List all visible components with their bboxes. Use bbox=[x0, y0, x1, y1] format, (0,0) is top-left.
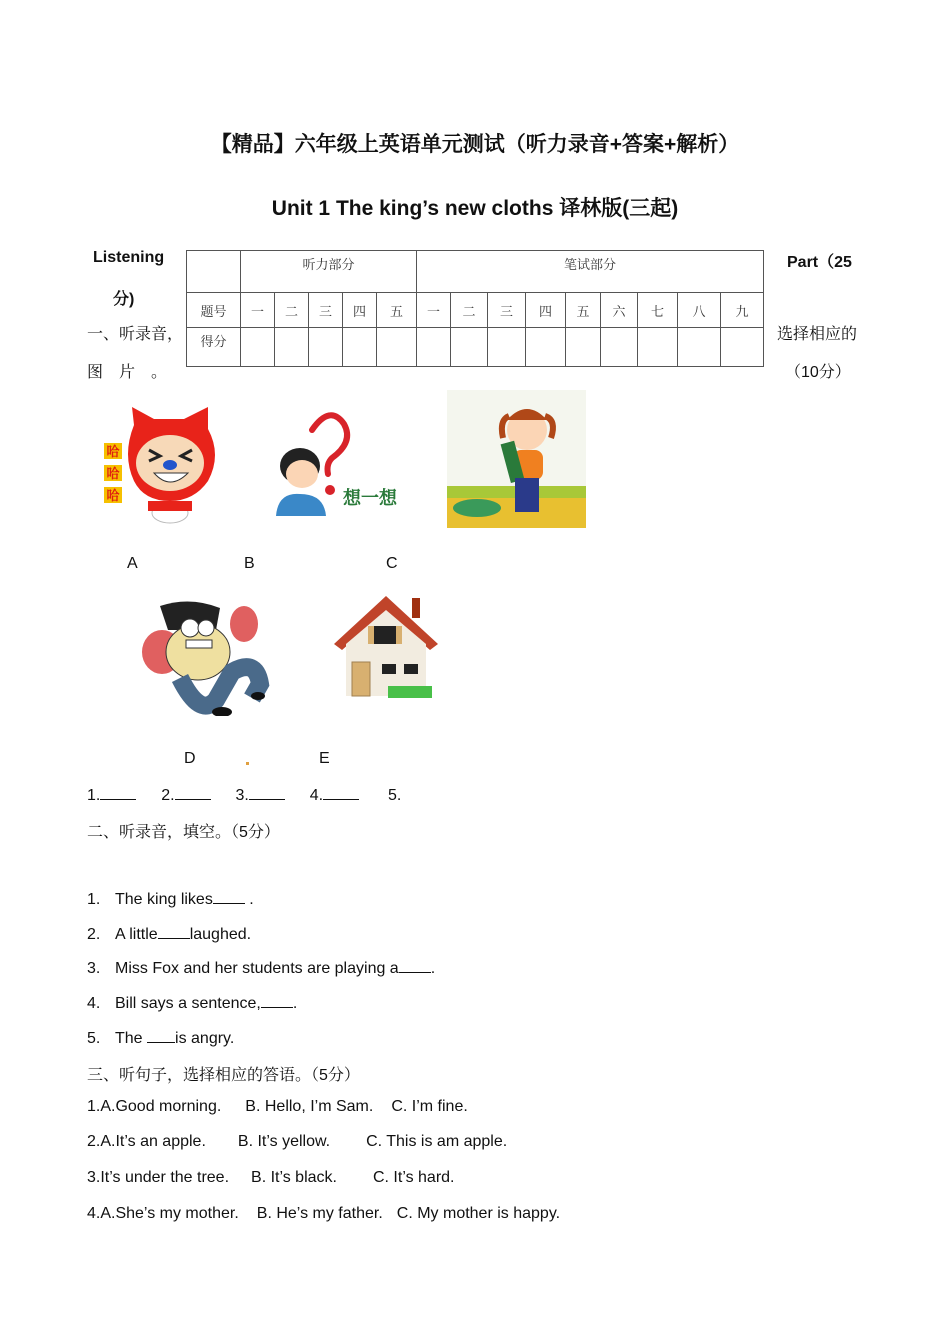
table-corner-cell bbox=[187, 251, 241, 293]
picture-label-a: A bbox=[127, 555, 138, 572]
score-cell[interactable] bbox=[488, 328, 526, 367]
house-icon bbox=[332, 592, 440, 700]
listening-col: 二 bbox=[275, 293, 309, 328]
answer-3-label: 3. bbox=[235, 787, 249, 804]
written-col: 三 bbox=[488, 293, 526, 328]
option-b[interactable]: B. It’s yellow. bbox=[237, 1133, 331, 1150]
svg-text:哈: 哈 bbox=[106, 444, 120, 459]
answer-1-label: 1. bbox=[87, 787, 101, 804]
score-cell[interactable] bbox=[343, 328, 377, 367]
written-col: 九 bbox=[721, 293, 764, 328]
picture-c-girl-with-clothes bbox=[447, 390, 586, 528]
answer-2-label: 2. bbox=[161, 787, 175, 804]
stray-dot bbox=[246, 762, 249, 765]
listening-col: 五 bbox=[377, 293, 417, 328]
score-cell[interactable] bbox=[601, 328, 638, 367]
picture-e-house bbox=[332, 592, 440, 700]
item-text: Bill says a sentence, bbox=[115, 995, 261, 1012]
item-number: 5. bbox=[87, 1030, 101, 1047]
section3-heading: 三、听句子，选择相应的答语。（5分） bbox=[87, 1067, 360, 1084]
thinking-child-icon bbox=[270, 408, 408, 522]
item-text-after: . bbox=[430, 960, 436, 977]
section1-heading: 一、听录音， bbox=[87, 326, 184, 343]
answer-1-blank[interactable] bbox=[100, 785, 136, 800]
fill-blank[interactable] bbox=[147, 1028, 175, 1043]
option-c[interactable]: C. It’s hard. bbox=[372, 1169, 455, 1186]
svg-text:哈: 哈 bbox=[106, 466, 120, 481]
item-text-after: . bbox=[244, 891, 254, 908]
picture-d-angry-man bbox=[140, 600, 274, 716]
item-number: 4. bbox=[87, 995, 101, 1012]
score-cell[interactable] bbox=[721, 328, 764, 367]
fill-item bbox=[87, 958, 435, 978]
listening-header-cell: 听力部分 bbox=[241, 251, 417, 293]
section1-points: （10分） bbox=[785, 364, 851, 381]
fill-item bbox=[87, 924, 251, 944]
written-col: 一 bbox=[417, 293, 451, 328]
fill-blank[interactable] bbox=[399, 958, 431, 973]
choice-item bbox=[87, 1205, 560, 1223]
picture-b-thinking-child bbox=[270, 408, 408, 522]
score-cell[interactable] bbox=[275, 328, 309, 367]
item-text-after: is angry. bbox=[175, 1030, 235, 1047]
written-col: 八 bbox=[678, 293, 721, 328]
score-cell[interactable] bbox=[377, 328, 417, 367]
option-b[interactable]: B. Hello, I’m Sam. bbox=[245, 1098, 374, 1115]
item-number: 2. bbox=[87, 926, 101, 943]
row-label-score: 得分 bbox=[187, 328, 241, 367]
laughing-fox-icon bbox=[104, 405, 228, 527]
written-col: 二 bbox=[451, 293, 488, 328]
score-cell[interactable] bbox=[566, 328, 601, 367]
score-cell[interactable] bbox=[678, 328, 721, 367]
score-table bbox=[186, 250, 764, 367]
written-col: 七 bbox=[638, 293, 678, 328]
option-a[interactable]: 2.A.It’s an apple. bbox=[87, 1133, 206, 1150]
answer-3-blank[interactable] bbox=[249, 785, 285, 800]
choice-item bbox=[87, 1098, 468, 1116]
section1-heading-line2: 图 片 。 bbox=[87, 364, 168, 381]
item-text: A little bbox=[115, 926, 158, 943]
score-cell[interactable] bbox=[241, 328, 275, 367]
listening-col: 三 bbox=[309, 293, 343, 328]
listening-col: 四 bbox=[343, 293, 377, 328]
angry-man-icon bbox=[140, 600, 274, 716]
section2-heading: 二、听录音，填空。（5分） bbox=[87, 824, 280, 841]
picture-label-c: C bbox=[386, 555, 398, 572]
row-label-number: 题号 bbox=[187, 293, 241, 328]
fill-item bbox=[87, 993, 297, 1013]
option-a[interactable]: 4.A.She’s my mother. bbox=[87, 1205, 239, 1222]
written-col: 六 bbox=[601, 293, 638, 328]
choice-item bbox=[87, 1169, 455, 1187]
fill-item bbox=[87, 1028, 234, 1048]
option-a[interactable]: 3.It’s under the tree. bbox=[87, 1169, 230, 1186]
written-col: 五 bbox=[566, 293, 601, 328]
option-a[interactable]: 1.A.Good morning. bbox=[87, 1098, 222, 1115]
choice-item bbox=[87, 1133, 507, 1151]
section1-heading-cont: 选择相应的 bbox=[777, 326, 858, 343]
answer-4-blank[interactable] bbox=[323, 785, 359, 800]
item-text: The king likes bbox=[115, 891, 213, 908]
score-cell[interactable] bbox=[638, 328, 678, 367]
item-text: The bbox=[115, 1030, 148, 1047]
listening-part-label-cont: 分) bbox=[113, 291, 135, 308]
score-cell[interactable] bbox=[309, 328, 343, 367]
fill-blank[interactable] bbox=[261, 993, 293, 1008]
listening-part-label: Listening bbox=[93, 249, 165, 266]
svg-text:哈: 哈 bbox=[106, 488, 120, 503]
answer-2-blank[interactable] bbox=[175, 785, 211, 800]
fill-item bbox=[87, 889, 254, 909]
listening-part-points: Part（25 bbox=[787, 254, 852, 271]
picture-label-e: E bbox=[319, 750, 330, 767]
score-cell[interactable] bbox=[526, 328, 566, 367]
option-b[interactable]: B. He’s my father. bbox=[256, 1205, 383, 1222]
item-number: 3. bbox=[87, 960, 101, 977]
document-subtitle: Unit 1 The king’s new cloths 译林版(三起) bbox=[271, 197, 679, 220]
item-number: 1. bbox=[87, 891, 101, 908]
picture-label-b: B bbox=[244, 555, 255, 572]
option-c[interactable]: C. This is am apple. bbox=[366, 1133, 508, 1150]
item-text-after: . bbox=[292, 995, 298, 1012]
option-c[interactable]: C. My mother is happy. bbox=[396, 1205, 561, 1222]
section1-answers bbox=[87, 785, 401, 805]
fill-blank[interactable] bbox=[158, 924, 190, 939]
option-b[interactable]: B. It’s black. bbox=[251, 1169, 337, 1186]
girl-with-clothes-icon bbox=[447, 390, 586, 528]
think-text: 想一想 bbox=[343, 488, 397, 508]
score-cell[interactable] bbox=[417, 328, 451, 367]
written-col: 四 bbox=[526, 293, 566, 328]
score-cell[interactable] bbox=[451, 328, 488, 367]
answer-4-label: 4. bbox=[309, 787, 324, 804]
answer-5-label: 5. bbox=[388, 787, 402, 804]
written-header-cell: 笔试部分 bbox=[417, 251, 764, 293]
picture-label-d: D bbox=[184, 750, 196, 767]
document-title: 【精品】六年级上英语单元测试（听力录音+答案+解析） bbox=[210, 133, 740, 156]
picture-a-laughing-fox bbox=[104, 405, 228, 527]
item-text: Miss Fox and her students are playing a bbox=[115, 960, 399, 977]
option-c[interactable]: C. I’m fine. bbox=[391, 1098, 468, 1115]
item-text-after: laughed. bbox=[189, 926, 252, 943]
fill-blank[interactable] bbox=[213, 889, 245, 904]
listening-col: 一 bbox=[241, 293, 275, 328]
